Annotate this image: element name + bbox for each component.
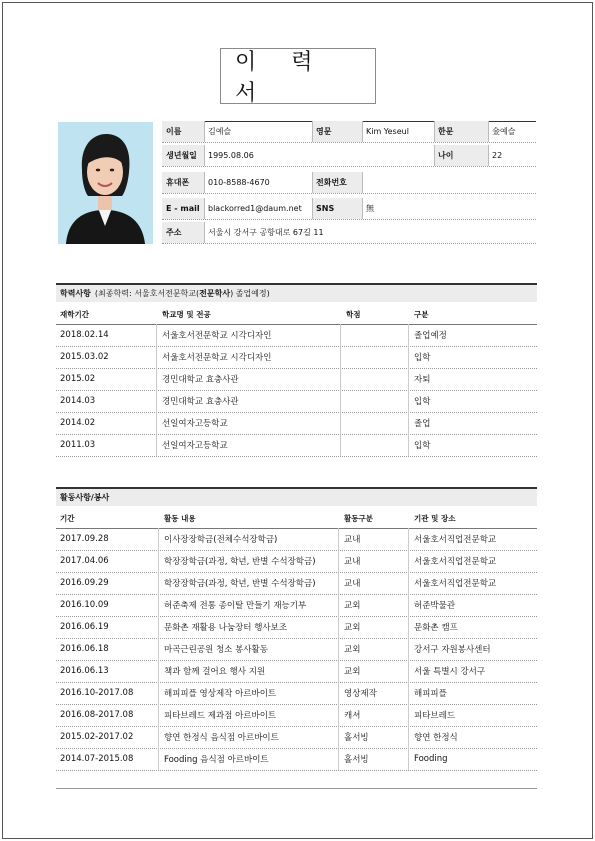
activities-cell-content: 학장장학금(과정, 학년, 반별 수석장학금) bbox=[164, 557, 316, 567]
activities-cell-place: 허준박물관 bbox=[414, 601, 456, 611]
email-value: blackorred1@daum.net bbox=[208, 204, 302, 213]
address-label: 주소 bbox=[162, 222, 204, 243]
activities-cell-type: 영상제작 bbox=[344, 689, 377, 699]
activities-cell-period: 2017.09.28 bbox=[60, 534, 109, 544]
activities-cell-type: 홀서빙 bbox=[344, 733, 369, 743]
activities-cell-place: 서울호서직업전문학교 bbox=[414, 557, 497, 567]
birth-label: 생년월일 bbox=[162, 145, 204, 166]
info-row-name bbox=[162, 121, 536, 143]
activities-cell-period: 2016.09.29 bbox=[60, 578, 109, 588]
birth-value: 1995.08.06 bbox=[208, 151, 254, 160]
hanja-name-value: 金예슬 bbox=[492, 127, 516, 136]
education-cell-status: 입학 bbox=[414, 441, 431, 451]
education-cell-period: 2015.03.02 bbox=[60, 352, 109, 362]
education-cell-status: 입학 bbox=[414, 397, 431, 407]
activities-cell-period: 2015.02-2017.02 bbox=[60, 732, 134, 742]
name-value: 김예슬 bbox=[208, 127, 232, 136]
activities-cell-place: Fooding bbox=[414, 754, 448, 764]
activities-cell-place: 강서구 자원봉사센터 bbox=[414, 645, 491, 655]
table-row bbox=[56, 572, 537, 595]
activities-cell-type: 교외 bbox=[344, 667, 361, 677]
table-row bbox=[56, 390, 537, 413]
info-row-birth bbox=[162, 145, 536, 167]
activities-header-cell: 활동구분 bbox=[344, 513, 373, 523]
tel-label: 전화번호 bbox=[312, 172, 362, 193]
activities-cell-period: 2017.04.06 bbox=[60, 556, 109, 566]
table-row bbox=[56, 616, 537, 639]
activities-cell-type: 교외 bbox=[344, 645, 361, 655]
activities-cell-type: 교내 bbox=[344, 535, 361, 545]
activities-cell-period: 2016.10.09 bbox=[60, 600, 109, 610]
table-row bbox=[56, 528, 537, 551]
document-title: 이 력 서 bbox=[220, 48, 376, 104]
hanja-name-label: 한문 bbox=[434, 121, 488, 142]
activities-cell-period: 2016.06.13 bbox=[60, 666, 109, 676]
education-cell-period: 2011.03 bbox=[60, 440, 96, 450]
education-cell-status: 졸업 bbox=[414, 419, 431, 429]
activities-cell-place: 서울호서직업전문학교 bbox=[414, 579, 497, 589]
activities-cell-content: 해피피플 영상제작 아르바이트 bbox=[164, 689, 277, 699]
activities-cell-type: 교외 bbox=[344, 601, 361, 611]
table-row bbox=[56, 550, 537, 573]
eng-name-value: Kim Yeseul bbox=[366, 127, 409, 136]
activities-cell-place: 서울호서직업전문학교 bbox=[414, 535, 497, 545]
activities-cell-content: 문화촌 재활용 나눔장터 행사보조 bbox=[164, 623, 288, 633]
table-row bbox=[56, 682, 537, 705]
info-row-phone bbox=[162, 172, 536, 194]
profile-photo bbox=[58, 122, 153, 244]
activities-cell-content: 책과 함께 걸어요 행사 지원 bbox=[164, 667, 266, 677]
table-row bbox=[56, 748, 537, 771]
activities-table-header bbox=[56, 508, 537, 529]
info-row-email bbox=[162, 198, 536, 220]
education-title: 학력사항 bbox=[60, 289, 91, 298]
tel-value bbox=[362, 172, 536, 193]
activities-cell-place: 문화촌 캠프 bbox=[414, 623, 458, 633]
activities-cell-content: 피타브레드 제과점 아르바이트 bbox=[164, 711, 277, 721]
education-cell-period: 2014.03 bbox=[60, 396, 96, 406]
activities-cell-type: 홀서빙 bbox=[344, 755, 369, 765]
activities-cell-content: 향연 한정식 음식점 아르바이트 bbox=[164, 733, 279, 743]
education-header-cell: 구분 bbox=[414, 309, 429, 319]
education-cell-status: 입학 bbox=[414, 353, 431, 363]
education-cell-school: 서울호서전문학교 시각디자인 bbox=[162, 353, 272, 363]
activities-header bbox=[56, 487, 537, 506]
table-row bbox=[56, 434, 537, 457]
table-row bbox=[56, 726, 537, 749]
table-row bbox=[56, 704, 537, 727]
phone-value: 010-8588-4670 bbox=[208, 178, 270, 187]
info-row-address bbox=[162, 222, 536, 244]
education-cell-school: 선일여자고등학교 bbox=[162, 441, 228, 451]
activities-cell-period: 2016.08-2017.08 bbox=[60, 710, 134, 720]
address-value: 서울시 강서구 공항대로 67길 11 bbox=[208, 228, 324, 237]
education-header-cell: 학교명 및 전공 bbox=[162, 309, 211, 319]
sns-label: SNS bbox=[312, 198, 362, 219]
education-header-cell: 재학기간 bbox=[60, 309, 89, 319]
table-row bbox=[56, 346, 537, 369]
table-row bbox=[56, 660, 537, 683]
education-cell-period: 2015.02 bbox=[60, 374, 96, 384]
education-cell-school: 선일여자고등학교 bbox=[162, 419, 228, 429]
activities-cell-content: 이사장장학금(전체수석장학금) bbox=[164, 535, 278, 545]
activities-header-cell: 활동 내용 bbox=[164, 513, 196, 523]
activities-cell-type: 교내 bbox=[344, 579, 361, 589]
education-cell-school: 서울호서전문학교 시각디자인 bbox=[162, 331, 272, 341]
education-cell-period: 2018.02.14 bbox=[60, 330, 109, 340]
activities-header-cell: 기관 및 장소 bbox=[414, 513, 456, 523]
education-cell-school: 경민대학교 효충사관 bbox=[162, 397, 239, 407]
activities-cell-content: 허준축제 전통 종이탈 만들기 재능기부 bbox=[164, 601, 307, 611]
age-label: 나이 bbox=[434, 145, 488, 166]
activities-cell-period: 2016.10-2017.08 bbox=[60, 688, 134, 698]
sns-value: 無 bbox=[366, 204, 374, 213]
activities-cell-type: 교내 bbox=[344, 557, 361, 567]
activities-cell-type: 교외 bbox=[344, 623, 361, 633]
education-cell-status: 졸업예정 bbox=[414, 331, 447, 341]
education-header-cell: 학점 bbox=[346, 309, 361, 319]
activities-cell-content: Fooding 음식점 아르바이트 bbox=[164, 755, 269, 765]
activities-cell-period: 2016.06.19 bbox=[60, 622, 109, 632]
name-label: 이름 bbox=[162, 121, 204, 142]
activities-cell-content: 학장장학금(과정, 학년, 반별 수석장학금) bbox=[164, 579, 316, 589]
table-row bbox=[56, 594, 537, 617]
activities-cell-place: 향연 한정식 bbox=[414, 733, 458, 743]
education-header bbox=[56, 283, 537, 302]
activities-cell-place: 서울 특별시 강서구 bbox=[414, 667, 486, 677]
activities-cell-period: 2016.06.18 bbox=[60, 644, 109, 654]
education-cell-status: 자퇴 bbox=[414, 375, 431, 385]
education-subtitle: (최종학력: 서울호서전문학교(전문학사) 졸업예정) bbox=[94, 289, 270, 298]
activities-cell-type: 캐셔 bbox=[344, 711, 361, 721]
education-cell-school: 경민대학교 효충사관 bbox=[162, 375, 239, 385]
table-row bbox=[56, 324, 537, 347]
bottom-divider bbox=[56, 788, 537, 789]
education-cell-period: 2014.02 bbox=[60, 418, 96, 428]
age-value: 22 bbox=[492, 151, 503, 160]
education-table-header bbox=[56, 304, 537, 325]
table-row bbox=[56, 412, 537, 435]
activities-cell-place: 피타브레드 bbox=[414, 711, 456, 721]
table-row bbox=[56, 368, 537, 391]
activities-header-cell: 기간 bbox=[60, 513, 75, 523]
activities-cell-period: 2014.07-2015.08 bbox=[60, 754, 134, 764]
activities-cell-content: 마곡근린공원 청소 봉사활동 bbox=[164, 645, 268, 655]
email-label: E - mail bbox=[162, 198, 204, 219]
activities-title: 활동사항/봉사 bbox=[60, 493, 110, 502]
eng-name-label: 영문 bbox=[312, 121, 362, 142]
activities-cell-place: 해피피플 bbox=[414, 689, 447, 699]
phone-label: 휴대폰 bbox=[162, 172, 204, 193]
table-row bbox=[56, 638, 537, 661]
